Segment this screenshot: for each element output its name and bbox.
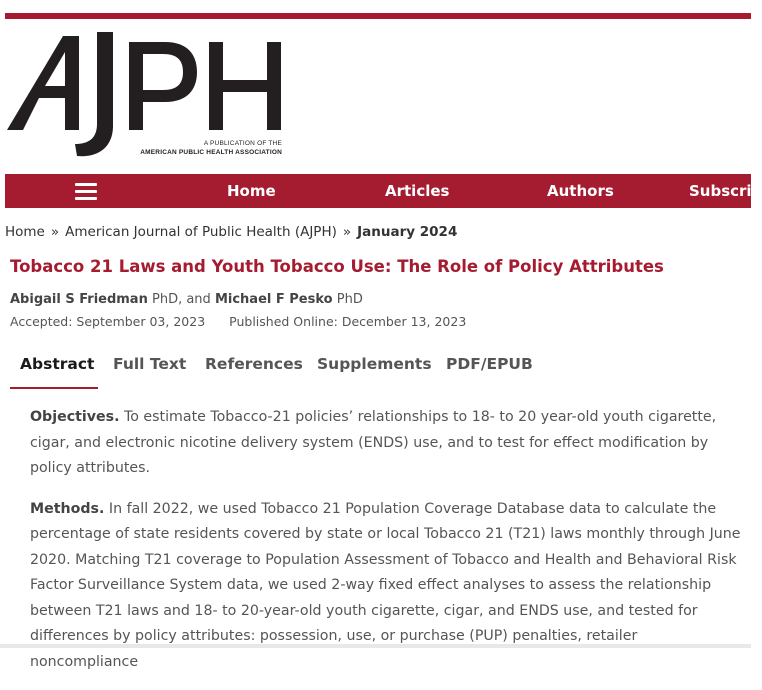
author-degree: PhD — [336, 292, 363, 307]
tab-supplements[interactable]: Supplements — [317, 355, 432, 373]
nav-articles[interactable]: Articles — [385, 182, 450, 200]
methods-text: In fall 2022, we used Tobacco 21 Population Coverage Database data to calculate the percentage of state residents covered by state or local Tobacco 21 (T21) laws monthly through June 2020. Matching T21 coverage to Population Assessment of Tobacco and Health and Behavioral Risk Factor Surveillance System data, we used 2-way fixed effect analyses to assess the relationship between T21 laws and 18- to 20-year-old youth cigarette, cigar, and ENDS use, and tested for differences by policy attributes: possession, use, or purchase (PUP) penalties, retailer noncompliance — [30, 500, 741, 670]
author-degree: PhD, and — [151, 292, 211, 307]
article-authors — [10, 292, 363, 307]
article-title: Tobacco 21 Laws and Youth Tobacco Use: The Role of Policy Attributes — [10, 257, 664, 276]
nav-home[interactable]: Home — [227, 182, 276, 200]
logo-subtitle-line1: A PUBLICATION OF THE — [203, 140, 282, 147]
hamburger-menu-icon[interactable] — [75, 182, 97, 200]
methods-label: Methods. — [30, 500, 105, 517]
author-name[interactable]: Abigail S Friedman — [10, 292, 148, 307]
objectives-text: To estimate Tobacco-21 policies’ relationships to 18- to 20 year-old youth cigarette, cigar, and electronic nicotine delivery system (ENDS) use, and to test for effect modification by policy attributes. — [30, 409, 717, 476]
tab-pdf-epub[interactable]: PDF/EPUB — [446, 355, 533, 373]
tab-references[interactable]: References — [205, 355, 303, 373]
abstract-methods — [30, 497, 742, 676]
bottom-edge — [0, 644, 751, 648]
ajph-logo[interactable] — [5, 28, 290, 160]
article-dates — [10, 314, 466, 329]
top-accent-bar — [5, 13, 751, 19]
breadcrumb — [5, 224, 457, 240]
tab-abstract[interactable]: Abstract — [20, 355, 95, 373]
active-tab-indicator — [10, 387, 98, 389]
author-name[interactable]: Michael F Pesko — [214, 292, 333, 307]
breadcrumb-home[interactable]: Home — [5, 224, 45, 240]
nav-subscribe[interactable]: Subscrip — [689, 182, 762, 200]
nav-authors[interactable]: Authors — [547, 182, 614, 200]
breadcrumb-journal[interactable]: American Journal of Public Health (AJPH) — [65, 224, 337, 240]
tab-full-text[interactable]: Full Text — [113, 355, 187, 373]
abstract-objectives — [30, 405, 742, 482]
breadcrumb-separator: » — [342, 224, 352, 240]
logo-subtitle-line2: AMERICAN PUBLIC HEALTH ASSOCIATION — [140, 149, 282, 156]
accepted-date: Accepted: September 03, 2023 — [10, 314, 206, 329]
published-date: Published Online: December 13, 2023 — [229, 314, 467, 329]
main-navbar — [5, 174, 762, 208]
breadcrumb-separator: » — [50, 224, 60, 240]
breadcrumb-current[interactable]: January 2024 — [357, 224, 458, 240]
objectives-label: Objectives. — [30, 409, 120, 425]
